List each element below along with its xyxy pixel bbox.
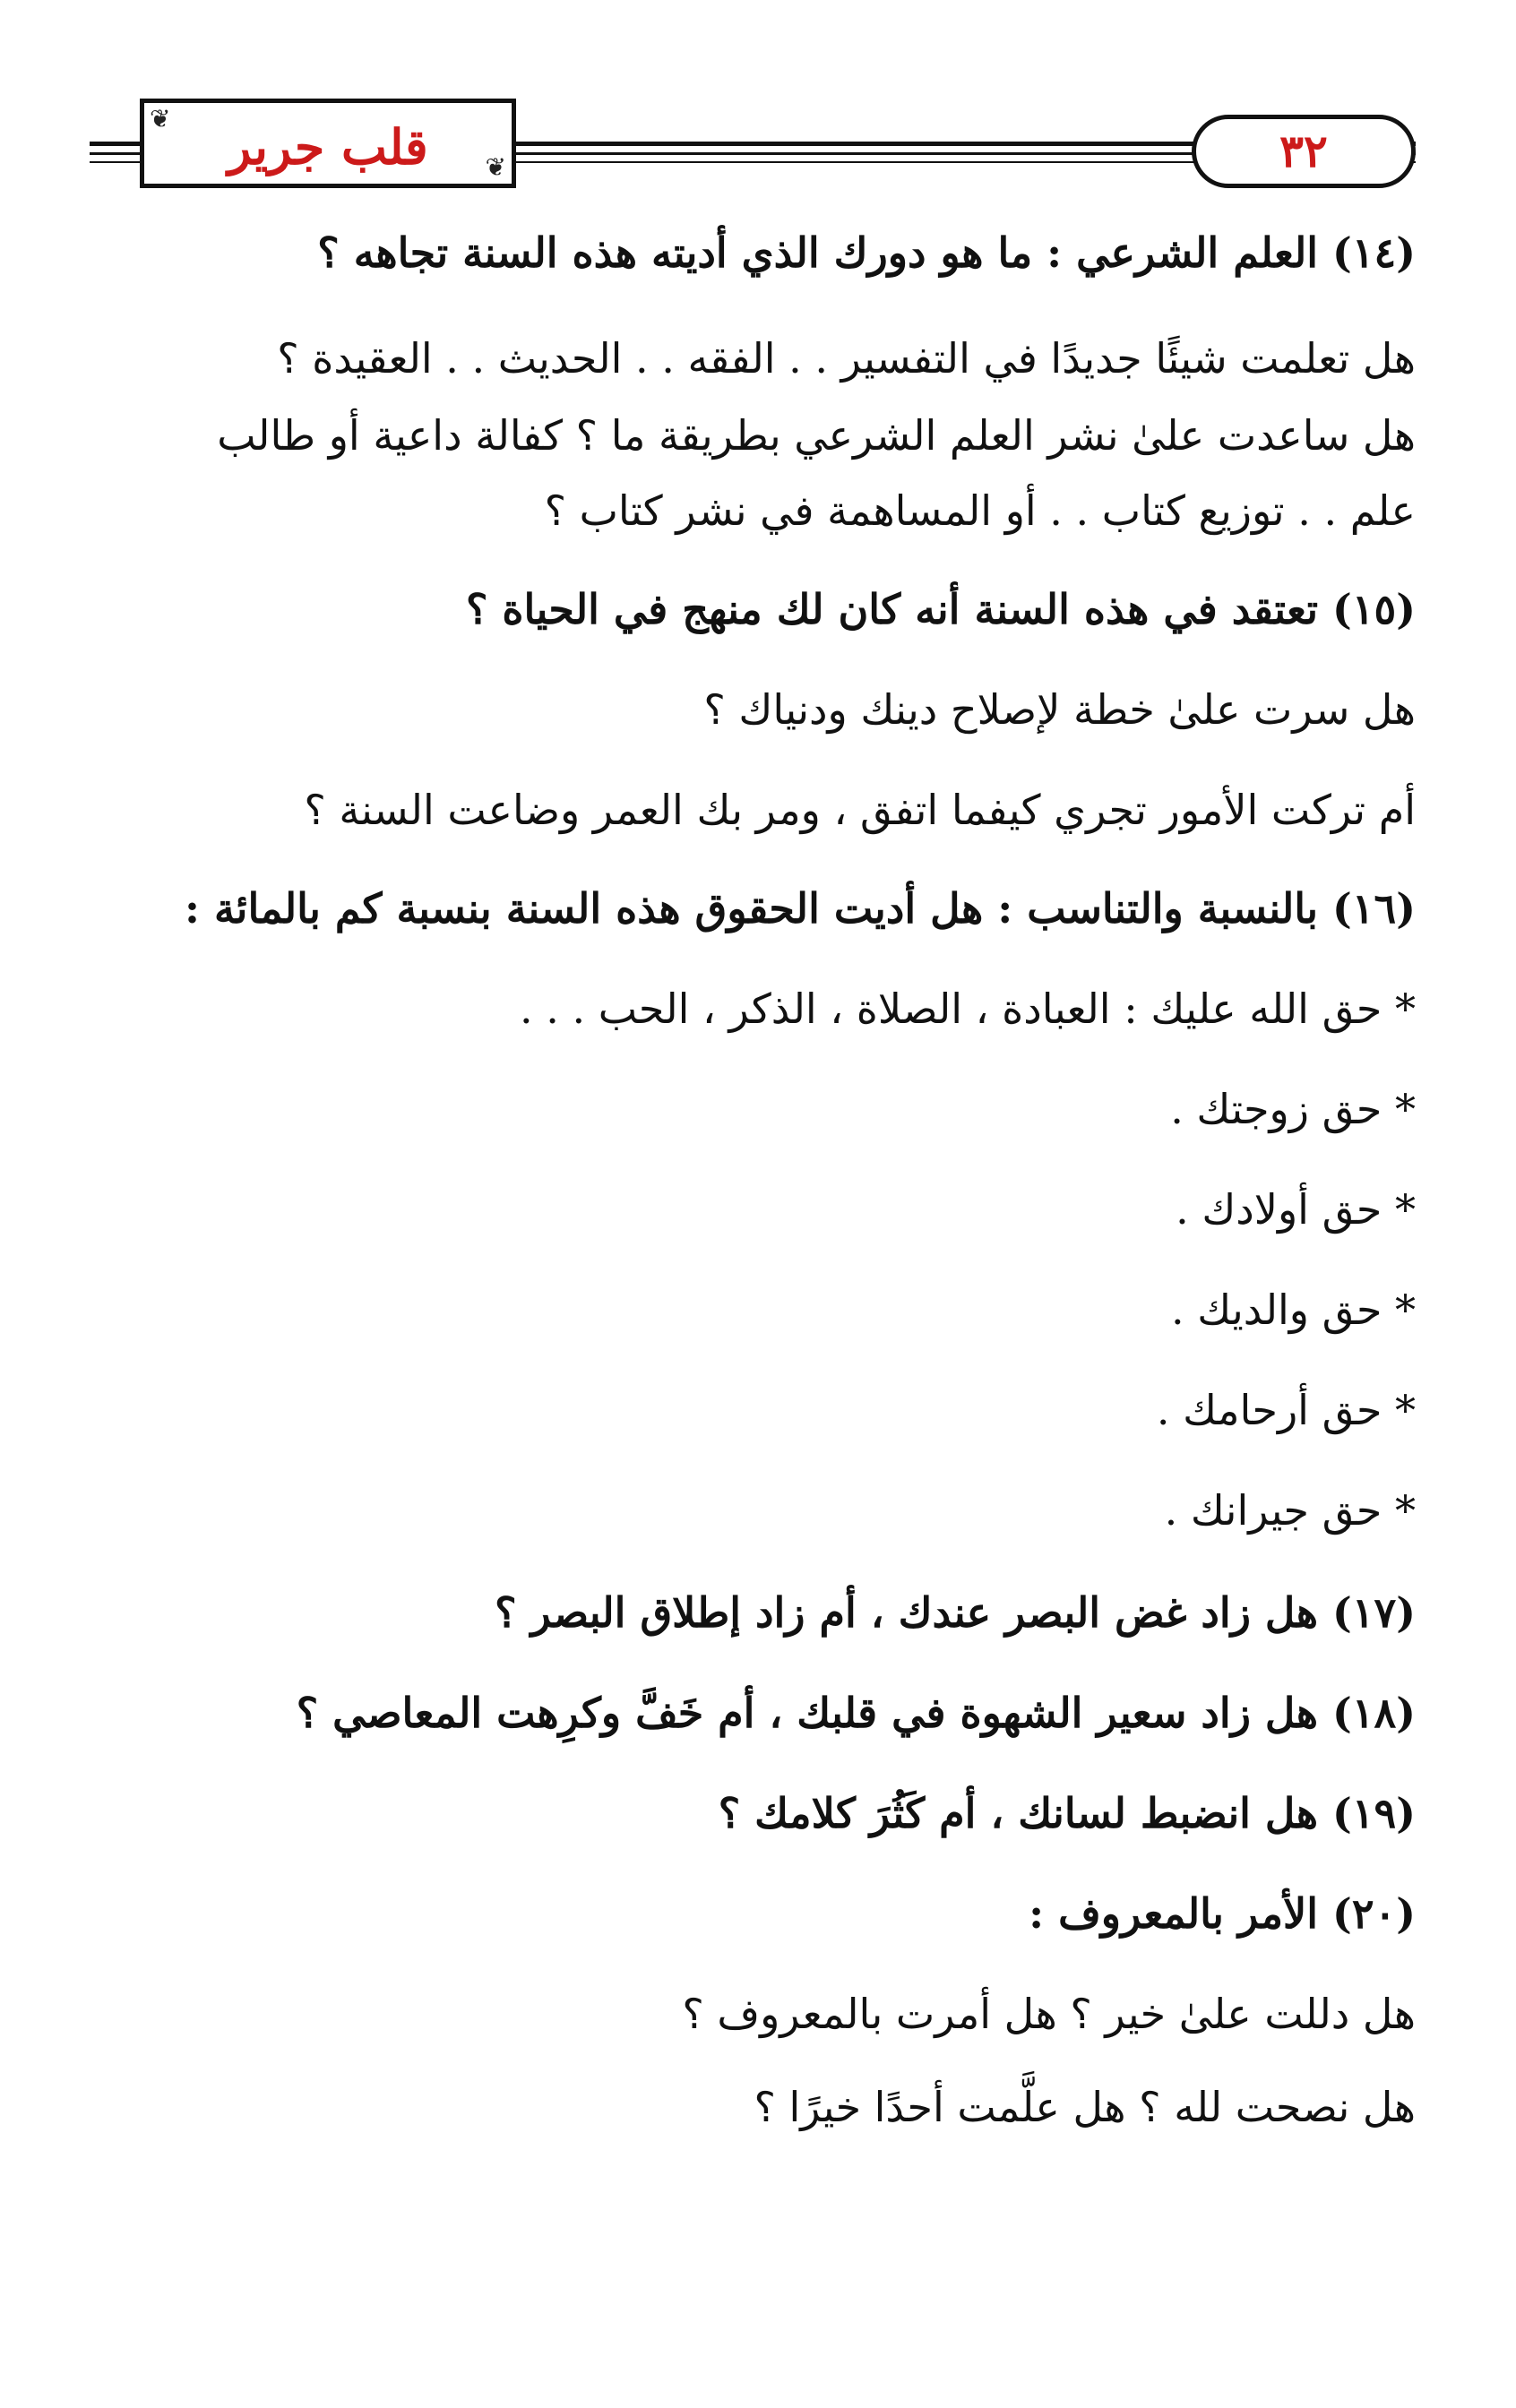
list-item: * حق والديك . xyxy=(1170,1286,1416,1334)
question-heading-17: (١٧) هل زاد غض البصر عندك ، أم زاد إطلاق البصر ؟ xyxy=(495,1588,1416,1637)
question-heading-20: (٢٠) الأمر بالمعروف : xyxy=(1029,1889,1416,1938)
question-heading-16: (١٦) بالنسبة والتناسب : هل أديت الحقوق هذه السنة بنسبة كم بالمائة : xyxy=(185,884,1416,933)
list-item: * حق زوجتك . xyxy=(1170,1085,1416,1133)
list-item: * حق أرحامك . xyxy=(1156,1386,1416,1434)
ornament-icon: ❦ xyxy=(485,152,506,182)
list-item: * حق جيرانك . xyxy=(1164,1486,1416,1535)
question-heading-14: (١٤) العلم الشرعي : ما هو دورك الذي أديته هذه السنة تجاهه ؟ xyxy=(317,228,1416,277)
text-line: علم . . توزيع كتاب . . أو المساهمة في نشر كتاب ؟ xyxy=(544,486,1416,535)
question-heading-15: (١٥) تعتقد في هذه السنة أنه كان لك منهج في الحياة ؟ xyxy=(466,585,1416,633)
text-line: هل تعلمت شيئًا جديدًا في التفسير . . الفقه . . الحديث . . العقيدة ؟ xyxy=(277,334,1416,383)
text-line: هل ساعدت علىٰ نشر العلم الشرعي بطريقة ما ؟ كفالة داعية أو طالب xyxy=(217,411,1416,460)
page-number: ٣٢ xyxy=(1279,125,1328,177)
question-heading-19: (١٩) هل انضبط لسانك ، أم كَثُرَ كلامك ؟ xyxy=(718,1789,1416,1837)
text-line: هل نصحت لله ؟ هل علَّمت أحدًا خيرًا ؟ xyxy=(754,2083,1416,2131)
ornament-icon: ❦ xyxy=(150,104,171,133)
text-line: هل سرت علىٰ خطة لإصلاح دينك ودنياك ؟ xyxy=(703,685,1416,734)
list-item: * حق أولادك . xyxy=(1176,1185,1416,1234)
list-item: * حق الله عليك : العبادة ، الصلاة ، الذكر ، الحب . . . xyxy=(519,985,1416,1033)
text-line: هل دللت علىٰ خير ؟ هل أمرت بالمعروف ؟ xyxy=(682,1990,1416,2038)
book-title: قلب جرير xyxy=(228,118,428,176)
question-heading-18: (١٨) هل زاد سعير الشهوة في قلبك ، أم خَفَّ وكرِهت المعاصي ؟ xyxy=(296,1689,1416,1737)
text-line: أم تركت الأمور تجري كيفما اتفق ، ومر بك العمر وضاعت السنة ؟ xyxy=(304,786,1416,834)
